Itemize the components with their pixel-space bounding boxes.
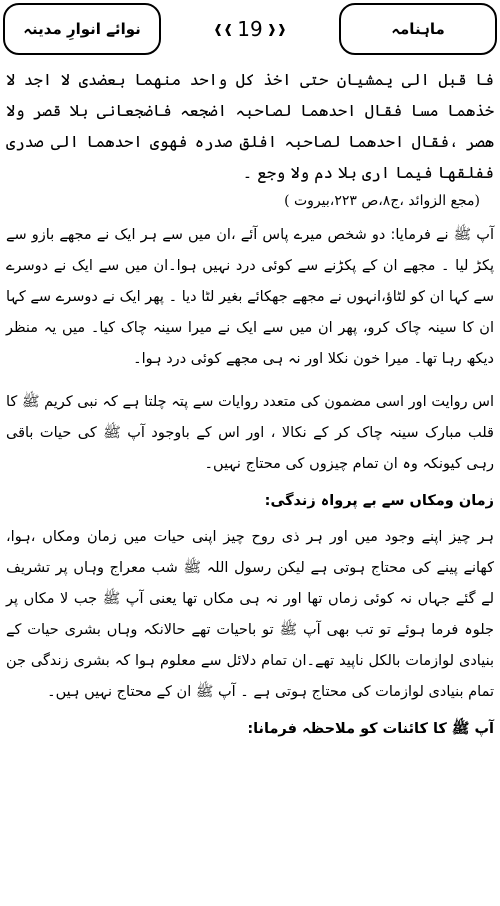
section-heading-universe: آپ ﷺ کا کائنات کو ملاحظہ فرمانا: bbox=[247, 721, 494, 737]
header-title: نوائے انوارِ مدینہ bbox=[23, 20, 141, 38]
section-heading-time-space: زمان ومکاں سے بے پرواہ زندگی: bbox=[264, 493, 494, 509]
header-title-box bbox=[3, 3, 161, 55]
header-magazine-label-box bbox=[339, 3, 497, 55]
paragraph-conclusion: اس روایت اور اسی مضمون کی متعدد روایات سے پتہ چلتا ہے کہ نبی کریم ﷺ کا قلب مبارک سینہ چاک کر کے نکالا ، اور اس کے باوجود آپ ﷺ کی حیات باقی رہی کیونکہ وہ ان تمام چیزوں کی محتاج نہیں۔ bbox=[6, 394, 494, 472]
paragraph-time-space: ہر چیز اپنے وجود میں اور ہر ذی روح چیز اپنی حیات میں زمان ومکاں ،ہوا، کھانے پینے کی محتاج ہوتی ہے لیکن رسول اللہ ﷺ شب معراج وہاں پر تشریف لے گئے جہاں نہ کوئی زماں تھا اور نہ ہی مکاں تھا یعنی آپ ﷺ جب لا مکاں پر جلوہ فرما ہوئے تو تب بھی آپ ﷺ تو باحیات تھے حالانکہ وہاں بشری حیات کے بنیادی لوازمات بالکل ناپید تھے۔ان تمام دلائل سے معلوم ہوا کہ بشری زندگی جن تمام بنیادی لوازمات کی محتاج ہوتی ہے ۔ آپ ﷺ ان کے محتاج نہیں ہیں۔ bbox=[6, 529, 494, 700]
hadith-reference: (مجع الزوائد ،ج۸،ص ۲۲۳،بیروت ) bbox=[284, 193, 480, 209]
left-ornament-icon: ❰❰ bbox=[213, 22, 234, 36]
page-number-badge bbox=[161, 17, 339, 41]
paragraph-narration: آپ ﷺ نے فرمایا: دو شخص میرے پاس آئے ،ان میں سے ہر ایک نے مجھے بازو سے پکڑ لیا ۔ مجھے ان کے پکڑنے سے کوئی درد نہیں ہوا۔ان میں سے ایک نے دوسرے سے کہا ان کو لٹاؤ،انہوں نے مجھے جھکائے بغیر لٹا دیا ۔ پھر ایک نے دوسرے سے کہا ان کا سینہ چاک کرو، پھر ان میں سے ایک نے میرا سینہ چاک کیا۔ میں یہ منظر دیکھ رہا تھا۔ میرا خون نکلا اور نہ ہی مجھے کوئی درد ہوا۔ bbox=[6, 227, 494, 367]
page-number: 19 bbox=[237, 17, 263, 41]
hadith-arabic-text: فا قبل الی یمشیان حتی اخذ کل واحد منھما بعضدی لا اجد لا خذھما مسا فقال احدھما لصاحبہ اضجعہ فاضجعانی بلا قصر ولا ھصر ،فقال احدھما لصاحبہ افلق صدرہ فھوی احدھما الی صدری ففلقھا فیما اری بلا دم ولا وجع ۔ bbox=[6, 70, 494, 182]
right-ornament-icon: ❱❱ bbox=[266, 22, 287, 36]
header-magazine-label: ماہنامہ bbox=[391, 20, 445, 38]
article-body bbox=[6, 64, 494, 744]
page-header bbox=[3, 3, 497, 59]
